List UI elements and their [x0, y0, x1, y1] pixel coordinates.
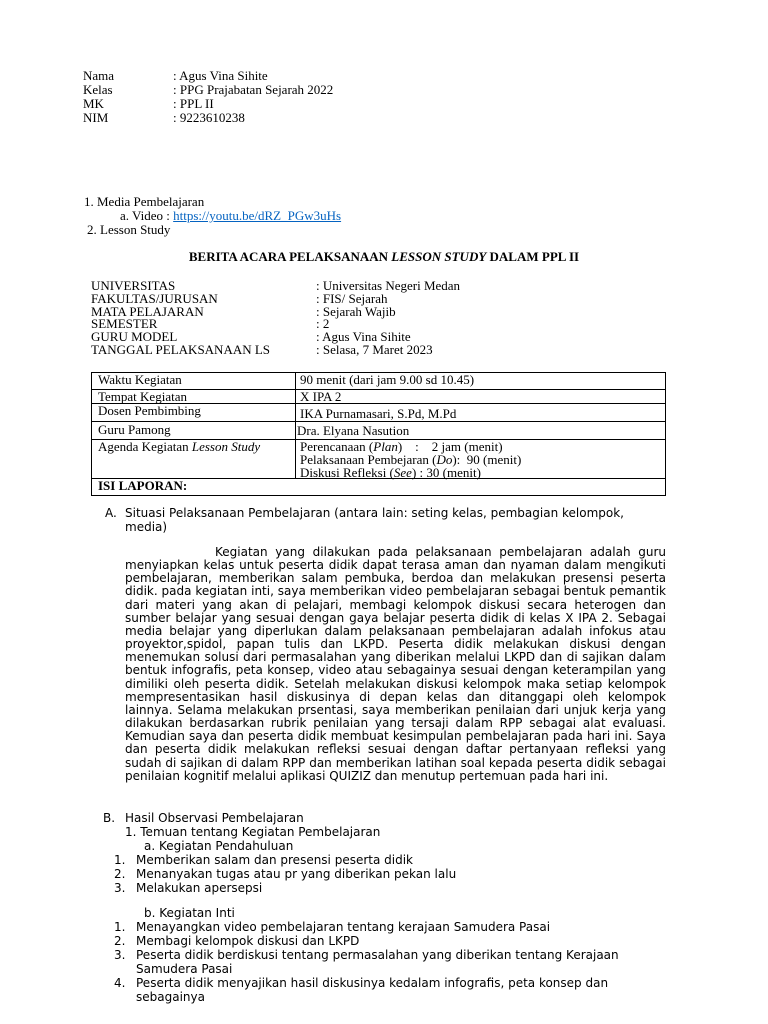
info-value: : FIS/ Sejarah — [316, 290, 388, 306]
section-a-title-line: media) — [125, 520, 168, 534]
list-number: 2. — [114, 934, 126, 948]
info-value: : 2 — [316, 316, 330, 332]
video-label: a. Video : — [120, 208, 174, 223]
agenda-italic: Do — [436, 452, 453, 467]
info-row-universitas — [91, 279, 460, 292]
section-a-title-line: Situasi Pelaksanaan Pembelajaran (antara lain: seting kelas, pembagian kelompok, — [125, 506, 624, 520]
agenda-label-italic: Lesson Study — [191, 439, 261, 454]
identity-value: : PPG Prajabatan Sejarah 2022 — [173, 82, 334, 97]
table-cell-value: Dra. Elyana Nasution — [297, 423, 410, 438]
identity-row-kelas — [83, 83, 333, 97]
list-item: Peserta didik menyajikan hasil diskusinya kedalam infografis, peta konsep dan — [136, 976, 609, 990]
report-heading — [0, 250, 768, 264]
list-item: Melakukan apersepsi — [136, 881, 263, 895]
agenda-label: Agenda Kegiatan — [98, 439, 192, 454]
agenda-text: Pelaksanaan Pembejaran ( — [300, 452, 437, 467]
identity-label: Nama — [83, 68, 115, 83]
info-value: : Agus Vina Sihite — [316, 329, 411, 345]
table-row-isi-laporan — [92, 479, 665, 495]
agenda-italic: See — [393, 465, 412, 480]
identity-row-nama — [83, 69, 333, 83]
activity-table — [91, 372, 666, 496]
info-value: : Selasa, 7 Maret 2023 — [316, 341, 433, 357]
agenda-see — [300, 466, 665, 479]
list-item: Menayangkan video pembelajaran tentang kerajaan Samudera Pasai — [136, 920, 551, 934]
section-b-marker: B. — [103, 811, 116, 825]
info-label: TANGGAL PELAKSANAAN LS — [91, 341, 271, 357]
list-number: 4. — [114, 976, 126, 990]
identity-label: NIM — [83, 110, 109, 125]
list-number: 3. — [114, 881, 126, 895]
table-row-dosen — [92, 404, 665, 422]
list-item: Membagi kelompok diskusi dan LKPD — [136, 934, 360, 948]
video-link[interactable]: https://youtu.be/dRZ_PGw3uHs — [173, 208, 342, 223]
table-cell-value: X IPA 2 — [300, 389, 342, 404]
info-block — [91, 279, 460, 356]
info-value: : Sejarah Wajib — [316, 303, 396, 319]
info-label: MATA PELAJARAN — [91, 303, 204, 319]
info-label: SEMESTER — [91, 316, 158, 332]
list-item: Memberikan salam dan presensi peserta didik — [136, 853, 413, 867]
agenda-text: ): 90 (menit) — [452, 452, 522, 467]
list-item-continuation: sebagainya — [136, 990, 205, 1004]
identity-value: : PPL II — [173, 96, 214, 111]
kegiatan-inti-heading: b. Kegiatan Inti — [144, 906, 235, 920]
info-label: GURU MODEL — [91, 329, 178, 345]
table-cell-label: Waktu Kegiatan — [92, 373, 296, 389]
isi-laporan-label: ISI LAPORAN: — [98, 478, 188, 493]
section-a-title — [125, 506, 624, 534]
table-row-agenda — [92, 440, 665, 479]
list-number: 1. — [114, 853, 126, 867]
info-value: : Universitas Negeri Medan — [316, 278, 461, 293]
media-item-1: 1. Media Pembelajaran — [84, 194, 205, 209]
info-label: UNIVERSITAS — [91, 278, 176, 293]
list-number: 3. — [114, 948, 126, 962]
agenda-text: Perencanaan ( — [300, 439, 374, 454]
table-row-guru-pamong — [92, 422, 665, 440]
agenda-text: Diskusi Refleksi ( — [300, 465, 394, 480]
list-number: 1. — [114, 920, 126, 934]
table-cell-label — [92, 440, 296, 478]
identity-label: MK — [83, 96, 104, 111]
table-cell-label: Guru Pamong — [92, 422, 296, 439]
table-cell-value — [296, 440, 665, 478]
heading-part: BERITA ACARA PELAKSANAAN — [188, 249, 392, 264]
paragraph-text: Kegiatan yang dilakukan pada pelaksanaan pembelajaran adalah guru menyiapkan kelas untuk peserta didik dapat terasa aman dan nyaman dalam mengikuti pembelajaran, memberikan salam pembuka, berdoa dan melakukan presensi peserta didik. pada kegiatan inti, saya memberikan video pembelajaran sebagai bentuk pemantik dari materi yang akan di pelajari, membagi kelompok diskusi secara heterogen dan sumber belajar yang sesuai dengan gaya belajar peserta didik di kelas X IPA 2. Sebagai media belajar yang diperlukan dalam pelaksanaan pembelajaran adalah infokus atau proyektor,spidol, papan tulis dan LKPD. Peserta didik melakukan diskusi dengan menemukan solusi dari permasalahan yang diberikan melalui LKPD dan di sajikan dalam bentuk infografis, peta konsep, video atau sebagainya sesuai dengan keterampilan yang dimiliki oleh peserta didik. Setelah melakukan diskusi kelompok maka setiap kelompok mempresentasikan hasil diskusinya di depan kelas dan ditanggapi oleh kelompok lainnya. Selama melakukan prsentasi, saya memberikan penilaian dari unjuk kerja yang dilakukan berdasarkan rubrik penilaian yang tersaji dalam RPP sebagai alat evaluasi. Kemudian saya dan peserta didik membuat kesimpulan pembelajaran pada hari ini. Saya dan peserta didik melakukan refleksi sesuai dengan daftar pertanyaan refleksi yang sudah di sajikan di dalam RPP dan memberikan latihan soal kepada peserta didik sebagai penilaian kognitif melalui aplikasi QUIZIZ dan menutup pertemuan pada hari ini. — [125, 545, 666, 783]
media-item-2: 2. Lesson Study — [87, 222, 171, 237]
heading-part: DALAM PPL II — [486, 249, 580, 264]
identity-row-nim — [83, 111, 333, 125]
identity-label: Kelas — [83, 82, 113, 97]
table-cell-label: Tempat Kegiatan — [92, 390, 296, 403]
list-number: 2. — [114, 867, 126, 881]
list-item-continuation: Samudera Pasai — [136, 962, 233, 976]
section-a-marker: A. — [105, 506, 117, 520]
list-item: Menanyakan tugas atau pr yang diberikan pekan lalu — [136, 867, 457, 881]
agenda-text: ) : 2 jam (menit) — [397, 439, 503, 454]
table-cell-value: IKA Purnamasari, S.Pd, M.Pd — [300, 406, 457, 421]
table-cell-value: 90 menit (dari jam 9.00 sd 10.45) — [300, 372, 475, 387]
section-b-title: Hasil Observasi Pembelajaran — [125, 811, 304, 825]
table-cell-label: Dosen Pembimbing — [92, 404, 296, 421]
list-item: Peserta didik berdiskusi tentang permasalahan yang diberikan tentang Kerajaan — [136, 948, 619, 962]
kegiatan-pendahuluan-heading: a. Kegiatan Pendahuluan — [144, 839, 294, 853]
info-row-fakultas — [91, 292, 460, 305]
identity-value: : 9223610238 — [173, 110, 245, 125]
identity-row-mk — [83, 97, 333, 111]
identity-block — [83, 69, 333, 125]
info-row-tanggal — [91, 343, 460, 356]
section-a-paragraph — [125, 546, 666, 783]
section-b-subheading: 1. Temuan tentang Kegiatan Pembelajaran — [125, 825, 381, 839]
agenda-text: ) : 30 (menit) — [411, 465, 481, 480]
media-video-row — [120, 209, 341, 223]
identity-value: : Agus Vina Sihite — [173, 68, 268, 83]
table-row-tempat — [92, 390, 665, 404]
table-row-waktu — [92, 373, 665, 390]
heading-italic: LESSON STUDY — [391, 249, 487, 264]
info-label: FAKULTAS/JURUSAN — [91, 290, 218, 306]
agenda-italic: Plan — [373, 439, 398, 454]
